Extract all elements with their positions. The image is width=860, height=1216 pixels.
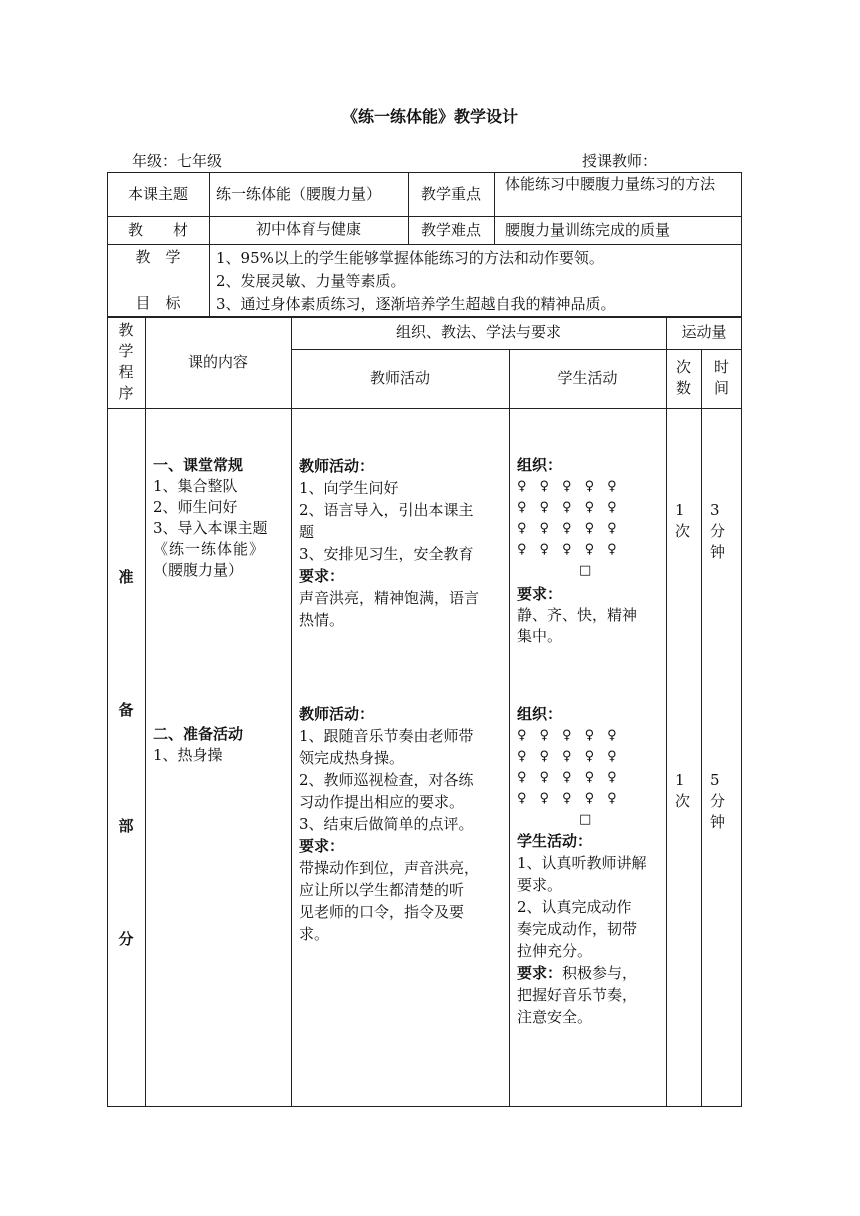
goal-item: 2、发展灵敏、力量等素质。	[216, 272, 406, 290]
formation-diagram: ♀ ♀ ♀ ♀ ♀ ♀ ♀ ♀ ♀ ♀ ♀ ♀ ♀ ♀ ♀ ♀ ♀ ♀ ♀ ♀ □	[517, 725, 665, 830]
goal-label-2: 目 标	[135, 294, 181, 312]
part1-duration: 3 分 钟	[710, 501, 726, 561]
teacher-activity-header: 教师活动	[369, 369, 430, 387]
part2-times: 1 次	[675, 771, 691, 810]
part1-student-activity: 组织： ♀ ♀ ♀ ♀ ♀ ♀ ♀ ♀ ♀ ♀ ♀ ♀ ♀ ♀ ♀ ♀ ♀ ♀ ♀ ♀ □ 要求： 静、齐、快，精神 集中。	[517, 455, 665, 647]
section-char: 分	[118, 930, 134, 948]
program-header: 教 学 程 序	[118, 321, 134, 402]
teacher-marker: □	[579, 563, 592, 578]
topic-label: 本课主题	[127, 185, 188, 203]
goals-list	[216, 247, 616, 316]
section-char: 准	[118, 568, 134, 586]
goal-item: 1、95%以上的学生能够掌握体能练习的方法和动作要领。	[216, 249, 604, 267]
part1-times: 1 次	[675, 501, 691, 540]
part1-content: 一、课堂常规 1、集合整队 2、师生问好 3、导入本课主题 《练一练体能》 （腰腹力量）	[153, 456, 268, 579]
section-char: 备	[118, 701, 134, 719]
methods-header: 组织、教法、学法与要求	[395, 323, 561, 341]
content-header: 课的内容	[187, 353, 248, 371]
teacher-marker: □	[579, 812, 592, 827]
teacher-label: 授课教师：	[582, 152, 658, 170]
material-value: 初中体育与健康	[255, 220, 361, 238]
duration-header: 时 间	[713, 358, 729, 397]
load-header: 运动量	[681, 323, 727, 341]
grade-label: 年级：七年级	[132, 152, 223, 170]
formation-diagram: ♀ ♀ ♀ ♀ ♀ ♀ ♀ ♀ ♀ ♀ ♀ ♀ ♀ ♀ ♀ ♀ ♀ ♀ ♀ ♀ □	[517, 476, 665, 581]
times-header: 次 数	[675, 358, 691, 397]
difficulty-label: 教学难点	[420, 221, 481, 239]
part2-content: 二、准备活动 1、热身操	[153, 725, 244, 764]
student-activity-header: 学生活动	[557, 369, 618, 387]
part1-teacher-activity: 教师活动： 1、向学生问好 2、语言导入，引出本课主 题 3、安排见习生，安全教育 要求： 声音洪亮，精神饱满，语言 热情。	[299, 457, 480, 629]
part2-student-activity: 组织： ♀ ♀ ♀ ♀ ♀ ♀ ♀ ♀ ♀ ♀ ♀ ♀ ♀ ♀ ♀ ♀ ♀ ♀ ♀ ♀ □ 学生活动： 1、认真听教师讲解 要求。 2、认真完成动作 奏完成动作，韧带 拉伸充分。 要求：积极参与， 把握好音乐节奏， 注意安全。	[517, 703, 665, 1028]
key-point-value: 体能练习中腰腹力量练习的方法	[505, 175, 716, 193]
key-point-label: 教学重点	[420, 185, 481, 203]
goal-label-1: 教 学	[135, 248, 181, 266]
document-title: 《练一练体能》教学设计	[341, 107, 518, 126]
topic-value: 练一练体能（腰腹力量）	[216, 185, 382, 203]
material-label: 教 材	[127, 221, 188, 239]
goal-item: 3、通过身体素质练习，逐渐培养学生超越自我的精神品质。	[216, 295, 616, 313]
section-char: 部	[118, 817, 134, 835]
difficulty-value: 腰腹力量训练完成的质量	[505, 221, 671, 239]
part2-duration: 5 分 钟	[710, 771, 726, 831]
part2-teacher-activity: 教师活动： 1、跟随音乐节奏由老师带 领完成热身操。 2、教师巡视检查，对各练 习动作提出相应的要求。 3、结束后做简单的点评。 要求： 带操动作到位，声音洪亮， 应让所以学生都清楚的听 见老师的口令，指令及要 求。	[299, 705, 480, 943]
